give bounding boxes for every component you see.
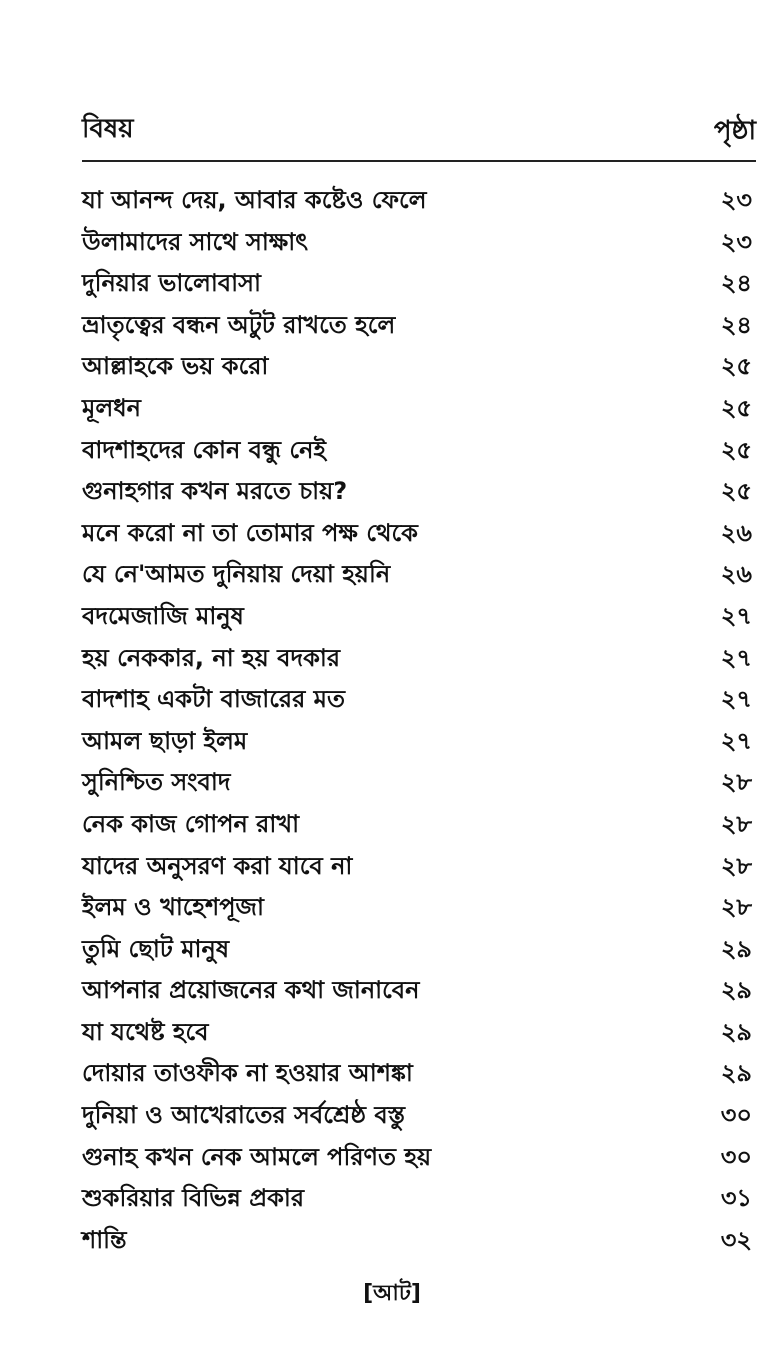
toc-entry-page: ২৭ [720, 643, 752, 672]
toc-entry-page: ২৬ [720, 560, 752, 589]
toc-entry-title: শুকরিয়ার বিভিন্ন প্রকার [82, 1184, 305, 1213]
toc-entry-page: ২৩ [720, 227, 752, 256]
toc-entry-page: ২৯ [720, 976, 752, 1005]
toc-entry [82, 1135, 752, 1177]
toc-entry-page: ২৭ [720, 726, 752, 755]
toc-entry-title: সুনিশ্চিত সংবাদ [82, 768, 231, 797]
toc-entry-page: ২৯ [720, 1017, 752, 1046]
toc-entry-page: ২৫ [720, 393, 752, 422]
toc-entry-title: দুনিয়ার ভালোবাসা [82, 269, 261, 298]
toc-entry-title: আপনার প্রয়োজনের কথা জানাবেন [82, 976, 420, 1005]
toc-entry-title: ইলম ও খাহেশপূজা [82, 893, 264, 922]
toc-entry-title: বাদশাহদের কোন বন্ধু নেই [82, 435, 326, 464]
toc-entry-title: বাদশাহ একটা বাজারের মত [82, 685, 345, 714]
toc-entry-page: ৩০ [720, 1142, 752, 1171]
toc-entry-title: আল্লাহকে ভয় করো [82, 352, 269, 381]
toc-entry-page: ২৫ [720, 435, 752, 464]
toc-entry [82, 303, 752, 345]
toc-entry-title: ভ্রাতৃত্বের বন্ধন অটুট রাখতে হলে [82, 310, 396, 339]
toc-entry [82, 677, 752, 719]
toc-entry [82, 1176, 752, 1218]
toc-entry [82, 760, 752, 802]
toc-entry-page: ২৮ [720, 893, 752, 922]
toc-entry [82, 802, 752, 844]
subject-heading: বিষয় [82, 114, 134, 144]
toc-entry-page: ২৬ [720, 518, 752, 547]
toc-entry-page: ২৪ [720, 310, 752, 339]
toc-entry [82, 885, 752, 927]
toc-entry [82, 552, 752, 594]
toc-entry-page: ২৮ [720, 851, 752, 880]
toc-entry-title: যে নে'আমত দুনিয়ায় দেয়া হয়নি [82, 560, 391, 589]
page-heading: পৃষ্ঠা [713, 116, 756, 146]
toc-entry-title: দোয়ার তাওফীক না হওয়ার আশঙ্কা [82, 1059, 413, 1088]
page-number-footer: [আট] [363, 1281, 421, 1306]
toc-entry-title: উলামাদের সাথে সাক্ষাৎ [82, 227, 309, 256]
toc-entry-title: গুনাহগার কখন মরতে চায়? [82, 477, 348, 506]
toc-entry [82, 927, 752, 969]
toc-entry-page: ২৪ [720, 269, 752, 298]
toc-entry-page: ২৯ [720, 934, 752, 963]
toc-entry-title: হয় নেককার, না হয় বদকার [82, 643, 341, 672]
toc-entry [82, 968, 752, 1010]
toc-entry-title: যা আনন্দ দেয়, আবার কষ্টেও ফেলে [82, 186, 427, 214]
toc-entry-page: ২৫ [720, 477, 752, 506]
toc-entry-title: মনে করো না তা তোমার পক্ষ থেকে [82, 518, 418, 547]
toc-entry-title: মূলধন [82, 393, 141, 422]
toc-entry-page: ২৭ [720, 685, 752, 714]
toc-entry-page: ২৮ [720, 768, 752, 797]
toc-entry-title: আমল ছাড়া ইলম [82, 726, 248, 755]
toc-entry-title: তুমি ছোট মানুষ [82, 934, 230, 963]
toc-entry-title: যাদের অনুসরণ করা যাবে না [82, 851, 353, 880]
toc-entry-page: ২৮ [720, 809, 752, 838]
toc-header [82, 112, 756, 162]
toc-entry [82, 344, 752, 386]
toc-entry-page: ২৯ [720, 1059, 752, 1088]
toc-entry-title: গুনাহ কখন নেক আমলে পরিণত হয় [82, 1142, 432, 1171]
toc-entry [82, 1218, 752, 1260]
toc-entry-page: ৩১ [720, 1184, 752, 1213]
toc-entry-title: নেক কাজ গোপন রাখা [82, 809, 300, 838]
toc-entry [82, 261, 752, 303]
toc-entry [82, 428, 752, 470]
toc-entry [82, 719, 752, 761]
toc-entry [82, 1093, 752, 1135]
toc-entry [82, 1010, 752, 1052]
toc-entry-page: ২৫ [720, 352, 752, 381]
toc-entry [82, 220, 752, 262]
toc-entry [82, 636, 752, 678]
toc-entry-title: দুনিয়া ও আখেরাতের সর্বশ্রেষ্ঠ বস্তু [82, 1101, 405, 1130]
toc-entry-title: যা যথেষ্ট হবে [82, 1017, 209, 1046]
toc-entry-page: ২৭ [720, 601, 752, 630]
toc-entry-title: বদমেজাজি মানুষ [82, 601, 244, 630]
toc-entry [82, 594, 752, 636]
toc-entry [82, 1051, 752, 1093]
toc-entry-page: ৩০ [720, 1101, 752, 1130]
toc-entry-page: ২৩ [720, 186, 752, 214]
toc-entry-page: ৩২ [720, 1225, 752, 1254]
toc-entry-title: শান্তি [82, 1225, 127, 1254]
toc-entry [82, 511, 752, 553]
toc-entry [82, 178, 752, 220]
toc-entry [82, 469, 752, 511]
toc-entry [82, 386, 752, 428]
toc-list [82, 178, 752, 1259]
toc-entry [82, 844, 752, 886]
